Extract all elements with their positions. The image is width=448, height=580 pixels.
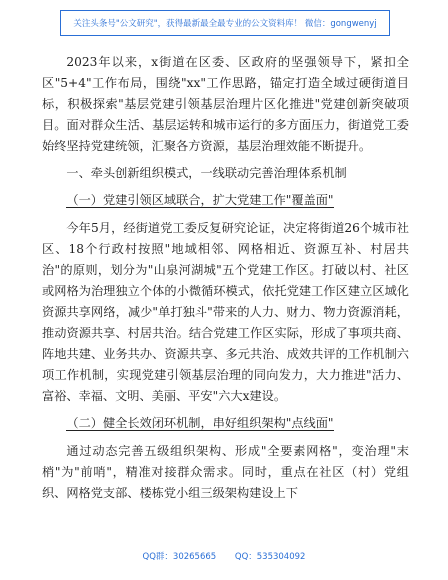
subsection-heading-text: （一）党建引领区域联合，扩大党建工作"覆盖面" bbox=[66, 193, 334, 207]
intro-paragraph: 2023年以来，x街道在区委、区政府的坚强领导下，紧扣全区"5+4"工作布局，围绕"xx"工作思路，锚定打造全域过硬街道目标，积极探索"基层党建引领基层治理片区化推进"党建创新突破项目。面对群众生活、基层运转和城市运行的多方面压力，街道党工委始终坚持党建统领，汇聚各方资源，基层治理效能不断提升。 bbox=[42, 55, 409, 153]
footer-qq: QQ：535304092 bbox=[234, 552, 306, 562]
section-heading: 一、牵头创新组织模式，一线联动完善治理体系机制 bbox=[66, 166, 347, 180]
header-banner bbox=[60, 10, 390, 36]
footer-qq-group: QQ群：30265665 bbox=[142, 552, 217, 562]
subsection-heading-text: （二）健全长效闭环机制，串好组织架构"点线面" bbox=[66, 416, 334, 430]
footer bbox=[0, 550, 448, 562]
body-paragraph: 今年5月，经街道党工委反复研究论证，决定将街道26个城市社区、18个行政村按照"地域相邻、网格相近、资源互补、村居共治"的原则，划分为"山泉河湖城"五个党建工作区。打破以村、社区或网格为治理独立个体的小微循环模式，依托党建工作区建立区域化资源共享网络，减少"单打独斗"带来的人力、财力、物力资源消耗，推动资源共享、村居共治。结合党建工作区实际，形成了事项共商、阵地共建、业务共办、资源共享、多元共治、成效共评的工作机制六项工作机制，实现党建引领基层治理的同向发力，大力推进"活力、富裕、幸福、文明、美丽、平安"六大x建设。 bbox=[42, 221, 409, 403]
subsection-heading bbox=[42, 413, 409, 434]
body-paragraph: 通过动态完善五级组织架构、形成"全要素网格"，变治理"末梢"为"前哨"，精准对接群众需求。同时，重点在社区（村）党组织、网格党支部、楼栋党小组三级架构建设上下 bbox=[42, 444, 409, 500]
document-body bbox=[42, 52, 409, 504]
banner-text: 关注头条号"公文研究"，获得最新最全最专业的公文资料库！ 微信：gongwenyj bbox=[73, 19, 377, 29]
subsection-heading bbox=[42, 190, 409, 211]
